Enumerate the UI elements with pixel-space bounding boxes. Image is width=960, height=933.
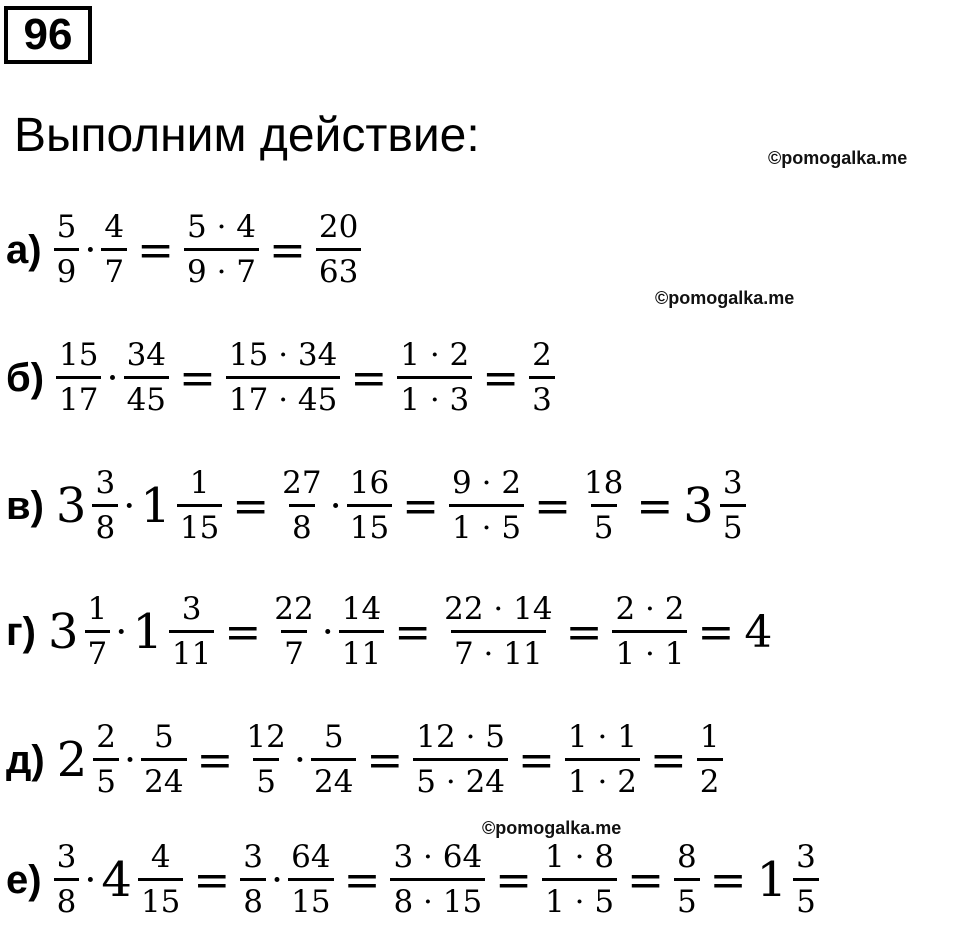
fraction — [339, 591, 384, 672]
fraction — [316, 209, 361, 290]
fraction — [177, 465, 222, 546]
equals-sign: = — [649, 734, 687, 786]
numerator: 1 — [699, 719, 720, 755]
fraction — [226, 337, 340, 418]
fraction — [56, 337, 101, 418]
denominator: 24 — [311, 758, 356, 798]
equals-sign: = — [224, 606, 262, 658]
equals-sign: = — [350, 352, 388, 404]
equals-sign: = — [343, 854, 381, 906]
item-label: б) — [6, 355, 45, 400]
denominator: 8 — [289, 504, 315, 544]
equals-sign: = — [137, 224, 175, 276]
fraction — [279, 465, 324, 546]
equals-sign: = — [394, 606, 432, 658]
denominator: 3 — [529, 376, 555, 416]
fraction — [529, 337, 555, 418]
numerator: 1 — [87, 591, 108, 627]
numerator: 4 — [104, 209, 125, 245]
numerator: 22 · 14 — [444, 591, 553, 627]
watermark: ©pomogalka.me — [768, 148, 908, 168]
equals-sign: = — [366, 734, 404, 786]
multiply-dot: · — [271, 858, 284, 902]
multiply-dot: · — [106, 356, 119, 400]
numerator: 16 — [349, 465, 390, 501]
equals-sign: = — [636, 480, 674, 532]
denominator: 9 — [54, 248, 80, 288]
fraction — [441, 591, 555, 672]
numerator: 1 · 1 — [567, 719, 637, 755]
solution-row-e — [6, 828, 821, 932]
fraction — [138, 839, 183, 920]
numerator: 3 — [243, 839, 264, 875]
whole-part: 3 — [55, 478, 87, 534]
fraction — [311, 719, 356, 800]
denominator: 5 — [720, 504, 746, 544]
fraction — [347, 465, 392, 546]
denominator: 8 · 15 — [390, 878, 485, 918]
fraction — [697, 719, 723, 800]
numerator: 15 · 34 — [228, 337, 338, 373]
numerator: 20 — [318, 209, 359, 245]
equals-sign: = — [565, 606, 603, 658]
multiply-dot: · — [321, 610, 334, 654]
numerator: 12 · 5 — [416, 719, 506, 755]
denominator: 63 — [316, 248, 361, 288]
numerator: 5 — [153, 719, 174, 755]
numerator: 5 · 4 — [187, 209, 257, 245]
multiply-dot: · — [124, 738, 137, 782]
whole-part: 3 — [683, 478, 714, 534]
numerator: 22 — [274, 591, 314, 627]
numerator: 8 — [676, 839, 697, 875]
item-label: в) — [6, 483, 44, 528]
fraction — [793, 839, 819, 920]
numerator: 64 — [291, 839, 331, 875]
denominator: 17 — [56, 376, 101, 416]
denominator: 17 · 45 — [226, 376, 340, 416]
fraction — [390, 839, 485, 920]
equals-sign: = — [534, 480, 571, 532]
denominator: 5 — [591, 504, 617, 544]
fraction — [674, 839, 700, 920]
multiply-dot: · — [293, 738, 306, 782]
denominator: 5 — [253, 758, 279, 798]
equals-sign: = — [709, 854, 747, 906]
item-label: д) — [6, 737, 45, 782]
denominator: 1 · 5 — [542, 878, 617, 918]
numerator: 18 — [583, 465, 624, 501]
numerator: 3 — [95, 465, 116, 501]
equals-sign: = — [179, 352, 216, 404]
equals-sign: = — [232, 480, 270, 532]
denominator: 8 — [92, 504, 118, 544]
denominator: 1 · 5 — [449, 504, 524, 544]
denominator: 15 — [177, 504, 222, 544]
numerator: 2 · 2 — [615, 591, 685, 627]
fraction — [240, 839, 266, 920]
multiply-dot: · — [84, 228, 97, 272]
denominator: 45 — [124, 376, 169, 416]
denominator: 1 · 1 — [612, 630, 687, 670]
multiply-dot: · — [123, 484, 136, 528]
numerator: 3 — [722, 465, 743, 501]
denominator: 8 — [54, 878, 80, 918]
solution-row-d — [6, 708, 725, 812]
fraction — [85, 591, 111, 672]
denominator: 5 · 24 — [413, 758, 508, 798]
numerator: 3 — [56, 839, 77, 875]
fraction — [288, 839, 333, 920]
numerator: 1 — [189, 465, 210, 501]
denominator: 5 — [93, 758, 119, 798]
item-label: а) — [6, 227, 42, 272]
numerator: 2 — [532, 337, 552, 373]
equals-sign: = — [697, 606, 735, 658]
watermark: ©pomogalka.me — [655, 288, 795, 308]
denominator: 7 — [85, 630, 111, 670]
whole-part: 1 — [132, 604, 163, 660]
fraction — [54, 209, 80, 290]
denominator: 1 · 3 — [397, 376, 472, 416]
numerator: 14 — [341, 591, 382, 627]
denominator: 9 · 7 — [184, 248, 259, 288]
numerator: 12 — [246, 719, 286, 755]
exercise-number: 96 — [4, 6, 92, 64]
fraction — [243, 719, 288, 800]
denominator: 7 — [101, 248, 127, 288]
equals-sign: = — [482, 352, 520, 404]
fraction — [54, 839, 80, 920]
denominator: 24 — [141, 758, 186, 798]
equals-sign: = — [402, 480, 440, 532]
fraction — [397, 337, 472, 418]
denominator: 15 — [288, 878, 333, 918]
numerator: 5 — [56, 209, 77, 245]
fraction — [184, 209, 259, 290]
multiply-dot: · — [115, 610, 128, 654]
numerator: 1 · 8 — [545, 839, 615, 875]
watermark: ©pomogalka.me — [482, 818, 622, 838]
fraction — [124, 337, 169, 418]
fraction — [581, 465, 626, 546]
fraction — [271, 591, 316, 672]
numerator: 4 — [150, 839, 171, 875]
item-label: г) — [6, 609, 36, 654]
multiply-dot: · — [84, 858, 97, 902]
solution-row-v — [6, 454, 748, 558]
equals-sign: = — [518, 734, 555, 786]
solution-row-a — [6, 198, 363, 302]
multiply-dot: · — [329, 484, 342, 528]
numerator: 9 · 2 — [452, 465, 522, 501]
fraction — [565, 719, 640, 800]
denominator: 1 · 2 — [565, 758, 640, 798]
fraction — [101, 209, 127, 290]
fraction — [141, 719, 186, 800]
equals-sign: = — [627, 854, 664, 906]
denominator: 5 — [793, 878, 819, 918]
denominator: 2 — [697, 758, 723, 798]
fraction — [542, 839, 617, 920]
fraction — [449, 465, 524, 546]
denominator: 8 — [240, 878, 266, 918]
equals-sign: = — [196, 734, 234, 786]
numerator: 5 — [323, 719, 344, 755]
denominator: 15 — [138, 878, 183, 918]
fraction — [169, 591, 214, 672]
numerator: 3 · 64 — [393, 839, 483, 875]
denominator: 7 · 11 — [451, 630, 546, 670]
numerator: 27 — [282, 465, 322, 501]
denominator: 15 — [347, 504, 392, 544]
numerator: 2 — [96, 719, 116, 755]
numerator: 15 — [59, 337, 99, 373]
item-label: е) — [6, 857, 42, 902]
fraction — [92, 465, 118, 546]
numerator: 3 — [796, 839, 816, 875]
whole-part: 2 — [56, 732, 88, 788]
equals-sign: = — [495, 854, 533, 906]
fraction — [93, 719, 119, 800]
denominator: 5 — [674, 878, 700, 918]
whole-part: 4 — [101, 852, 132, 908]
whole-part: 3 — [47, 604, 79, 660]
denominator: 11 — [169, 630, 214, 670]
exercise-heading: Выполним действие: — [14, 109, 480, 162]
fraction — [413, 719, 508, 800]
integer-result: 4 — [744, 606, 773, 658]
equals-sign: = — [269, 224, 306, 276]
solution-row-g — [6, 580, 772, 684]
numerator: 34 — [126, 337, 167, 373]
solution-row-b — [6, 326, 557, 430]
denominator: 11 — [339, 630, 384, 670]
numerator: 1 · 2 — [400, 337, 470, 373]
equals-sign: = — [193, 854, 231, 906]
fraction — [612, 591, 687, 672]
whole-part: 1 — [140, 478, 171, 534]
denominator: 7 — [281, 630, 307, 670]
fraction — [720, 465, 746, 546]
whole-part: 1 — [756, 852, 788, 908]
numerator: 3 — [181, 591, 202, 627]
